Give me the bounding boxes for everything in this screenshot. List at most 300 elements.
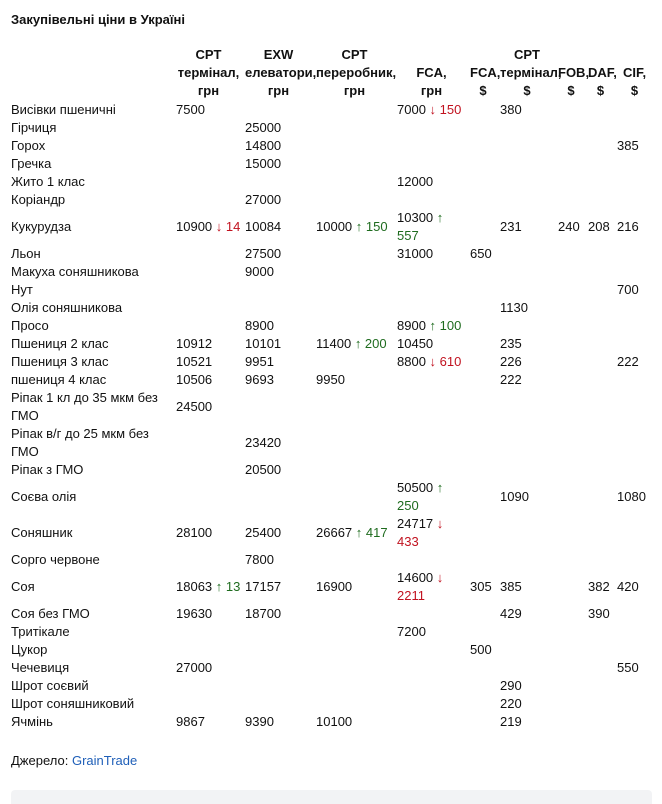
price-cell — [312, 101, 393, 119]
price-cell — [393, 101, 466, 119]
price-cell — [613, 317, 652, 335]
price-value: 10521 — [176, 354, 213, 369]
price-cell — [393, 173, 466, 191]
price-cell — [172, 623, 241, 641]
column-header — [393, 46, 466, 101]
price-value: 290 — [500, 678, 522, 693]
price-value: 16900 — [316, 579, 353, 594]
price-cell — [241, 623, 312, 641]
price-cell — [393, 623, 466, 641]
price-cell — [172, 137, 241, 155]
table-row — [7, 605, 652, 623]
price-value: 1090 — [500, 489, 529, 504]
price-cell — [172, 119, 241, 137]
price-cell — [312, 353, 393, 371]
price-cell — [393, 605, 466, 623]
price-cell — [172, 245, 241, 263]
table-row — [7, 641, 652, 659]
price-cell — [584, 425, 613, 461]
price-value: 26667 — [316, 525, 353, 540]
price-cell — [584, 209, 613, 245]
price-cell — [496, 335, 554, 353]
price-cell — [241, 263, 312, 281]
price-cell — [613, 137, 652, 155]
price-cell — [312, 335, 393, 353]
column-header — [241, 46, 317, 101]
price-cell — [466, 515, 496, 551]
price-value: 10101 — [245, 336, 282, 351]
price-cell — [584, 389, 613, 425]
price-cell — [172, 317, 241, 335]
price-cell — [241, 173, 312, 191]
table-row — [7, 137, 652, 155]
price-cell — [554, 173, 584, 191]
price-cell — [554, 245, 584, 263]
column-header-line: DAF, — [588, 65, 617, 80]
price-value: 12000 — [397, 174, 434, 189]
price-cell — [613, 713, 652, 731]
column-header-line: $ — [630, 83, 639, 98]
commodity-name: Пшениця 2 клас — [11, 336, 109, 351]
table-row — [7, 299, 652, 317]
commodity-name: Соєва олія — [11, 489, 77, 504]
price-cell — [241, 515, 312, 551]
commodity-name: Гречка — [11, 156, 52, 171]
price-cell — [393, 263, 466, 281]
price-cell — [241, 371, 312, 389]
price-value: 14600 — [397, 570, 434, 585]
price-cell — [584, 101, 613, 119]
price-cell — [172, 155, 241, 173]
price-cell — [584, 641, 613, 659]
price-value: 240 — [558, 219, 580, 234]
price-cell — [584, 515, 613, 551]
column-header-line: CIF, — [622, 65, 647, 80]
price-cell — [312, 677, 393, 695]
table-row — [7, 425, 652, 461]
price-value: 27000 — [176, 660, 213, 675]
price-value: 500 — [470, 642, 492, 657]
column-header — [172, 46, 241, 101]
price-value: 420 — [617, 579, 639, 594]
table-row — [7, 713, 652, 731]
price-cell — [466, 425, 496, 461]
column-header-line: FCA, — [470, 65, 501, 80]
column-header — [496, 46, 562, 101]
commodity-name: Пшениця 3 клас — [11, 354, 109, 369]
price-value: 550 — [617, 660, 639, 675]
price-value: 9950 — [316, 372, 345, 387]
table-row — [7, 551, 652, 569]
price-cell — [554, 695, 584, 713]
price-cell — [241, 155, 312, 173]
price-cell — [554, 299, 584, 317]
price-value: 15000 — [245, 156, 282, 171]
price-value: 9951 — [245, 354, 274, 369]
price-cell — [393, 119, 466, 137]
price-cell — [584, 695, 613, 713]
price-cell — [554, 569, 584, 605]
price-cell — [613, 281, 652, 299]
price-cell — [466, 155, 496, 173]
price-cell — [172, 551, 241, 569]
price-cell — [554, 371, 584, 389]
table-row — [7, 155, 652, 173]
price-value: 17157 — [245, 579, 282, 594]
commodity-name: Коріандр — [11, 192, 66, 207]
column-header-line: переробник, — [316, 65, 397, 80]
price-cell — [241, 461, 312, 479]
price-cell — [554, 191, 584, 209]
price-cell — [393, 569, 466, 605]
price-cell — [172, 461, 241, 479]
price-cell — [241, 695, 312, 713]
price-cell — [613, 425, 652, 461]
price-cell — [393, 209, 466, 245]
price-value: 50500 — [397, 480, 434, 495]
price-value: 10912 — [176, 336, 213, 351]
price-value: 7500 — [176, 102, 205, 117]
price-cell — [466, 641, 496, 659]
price-value: 20500 — [245, 462, 282, 477]
table-row — [7, 659, 652, 677]
price-cell — [554, 155, 584, 173]
price-cell — [172, 209, 241, 245]
price-cell — [466, 209, 496, 245]
commodity-name: Макуха соняшникова — [11, 264, 139, 279]
price-value: 10300 — [397, 210, 434, 225]
table-row — [7, 353, 652, 371]
price-cell — [393, 713, 466, 731]
table-row — [7, 623, 652, 641]
price-cell — [584, 317, 613, 335]
commodity-name: Цукор — [11, 642, 48, 657]
price-cell — [312, 479, 393, 515]
price-cell — [312, 191, 393, 209]
price-change-up: ↑ 250 — [397, 480, 444, 513]
price-cell — [241, 425, 312, 461]
price-cell — [496, 659, 554, 677]
source-label: Джерело: — [11, 753, 69, 768]
price-cell — [466, 173, 496, 191]
price-cell — [496, 551, 554, 569]
price-cell — [172, 605, 241, 623]
table-row — [7, 119, 652, 137]
price-cell — [613, 245, 652, 263]
price-cell — [393, 677, 466, 695]
price-cell — [584, 677, 613, 695]
column-header — [554, 46, 590, 101]
price-value: 1080 — [617, 489, 646, 504]
price-value: 19630 — [176, 606, 213, 621]
price-cell — [613, 641, 652, 659]
price-value: 10900 — [176, 219, 213, 234]
price-cell — [496, 137, 554, 155]
price-cell — [466, 371, 496, 389]
price-cell — [584, 155, 613, 173]
price-cell — [172, 299, 241, 317]
price-cell — [554, 515, 584, 551]
table-row — [7, 371, 652, 389]
price-cell — [496, 425, 554, 461]
column-header-line: CPT — [195, 47, 222, 62]
price-cell — [613, 659, 652, 677]
price-cell — [466, 569, 496, 605]
price-cell — [584, 191, 613, 209]
price-cell — [312, 317, 393, 335]
price-cell — [554, 335, 584, 353]
source-line — [11, 753, 137, 768]
commodity-name: Гірчиця — [11, 120, 57, 135]
price-cell — [496, 713, 554, 731]
price-cell — [584, 299, 613, 317]
price-cell — [466, 623, 496, 641]
price-cell — [613, 353, 652, 371]
price-cell — [613, 101, 652, 119]
price-cell — [172, 695, 241, 713]
price-cell — [466, 713, 496, 731]
price-cell — [613, 677, 652, 695]
price-cell — [584, 551, 613, 569]
price-change-up: ↑ 200 — [354, 336, 387, 351]
price-cell — [496, 695, 554, 713]
price-cell — [241, 119, 312, 137]
price-cell — [172, 677, 241, 695]
column-header — [613, 46, 652, 101]
column-header-line: EXW — [263, 47, 294, 62]
price-cell — [466, 695, 496, 713]
price-cell — [312, 695, 393, 713]
price-value: 24500 — [176, 399, 213, 414]
commodity-name: Шрот соєвий — [11, 678, 89, 693]
price-cell — [241, 641, 312, 659]
price-cell — [584, 461, 613, 479]
price-cell — [584, 569, 613, 605]
commodity-name: Ячмінь — [11, 714, 53, 729]
price-cell — [172, 101, 241, 119]
price-cell — [496, 191, 554, 209]
column-header — [312, 46, 397, 101]
column-header-line: CPT — [341, 47, 368, 62]
price-cell — [613, 191, 652, 209]
price-value: 380 — [500, 102, 522, 117]
price-cell — [393, 371, 466, 389]
table-row — [7, 389, 652, 425]
price-value: 27000 — [245, 192, 282, 207]
price-cell — [312, 137, 393, 155]
price-cell — [613, 119, 652, 137]
commodity-name: Чечевиця — [11, 660, 70, 675]
table-row — [7, 479, 652, 515]
price-value: 11400 — [316, 336, 352, 351]
price-value: 10450 — [397, 336, 434, 351]
price-cell — [393, 461, 466, 479]
price-cell — [584, 263, 613, 281]
price-cell — [466, 137, 496, 155]
price-cell — [496, 515, 554, 551]
price-value: 385 — [500, 579, 522, 594]
column-header — [584, 46, 617, 101]
commodity-name: Просо — [11, 318, 49, 333]
price-cell — [613, 335, 652, 353]
commodity-name: Шрот соняшниковий — [11, 696, 135, 711]
price-cell — [393, 155, 466, 173]
price-value: 222 — [617, 354, 639, 369]
column-header — [466, 46, 501, 101]
table-row — [7, 263, 652, 281]
commodity-name: Горох — [11, 138, 46, 153]
price-cell — [241, 677, 312, 695]
table-row — [7, 695, 652, 713]
price-cell — [554, 677, 584, 695]
price-cell — [312, 389, 393, 425]
price-cell — [554, 425, 584, 461]
price-cell — [584, 659, 613, 677]
price-cell — [466, 191, 496, 209]
price-cell — [393, 353, 466, 371]
commodity-name: Соя без ГМО — [11, 606, 90, 621]
price-value: 10100 — [316, 714, 353, 729]
price-cell — [554, 641, 584, 659]
price-cell — [172, 371, 241, 389]
price-cell — [584, 173, 613, 191]
price-cell — [496, 155, 554, 173]
price-cell — [241, 299, 312, 317]
table-row — [7, 317, 652, 335]
price-value: 31000 — [397, 246, 434, 261]
price-cell — [496, 101, 554, 119]
price-cell — [554, 713, 584, 731]
price-value: 390 — [588, 606, 610, 621]
price-cell — [554, 623, 584, 641]
price-cell — [312, 515, 393, 551]
price-value: 25000 — [245, 120, 282, 135]
price-cell — [393, 137, 466, 155]
price-cell — [584, 245, 613, 263]
price-cell — [466, 281, 496, 299]
price-cell — [312, 119, 393, 137]
price-value: 226 — [500, 354, 522, 369]
price-cell — [496, 389, 554, 425]
price-value: 7200 — [397, 624, 426, 639]
price-cell — [613, 155, 652, 173]
price-cell — [584, 623, 613, 641]
price-value: 208 — [588, 219, 610, 234]
price-value: 10506 — [176, 372, 213, 387]
price-cell — [613, 695, 652, 713]
price-cell — [172, 659, 241, 677]
table-row — [7, 677, 652, 695]
price-cell — [241, 281, 312, 299]
price-cell — [466, 677, 496, 695]
price-value: 23420 — [245, 435, 282, 450]
column-header-line: CPT — [514, 47, 540, 62]
price-cell — [554, 605, 584, 623]
source-link[interactable]: GrainTrade — [71, 753, 138, 768]
price-value: 382 — [588, 579, 610, 594]
price-cell — [312, 551, 393, 569]
price-cell — [312, 461, 393, 479]
price-cell — [172, 713, 241, 731]
price-cell — [584, 605, 613, 623]
price-value: 14800 — [245, 138, 282, 153]
table-row — [7, 245, 652, 263]
price-value: 235 — [500, 336, 522, 351]
column-header-line: грн — [343, 83, 366, 98]
price-change-down: ↓ 150 — [429, 102, 462, 117]
price-cell — [496, 209, 554, 245]
price-cell — [393, 551, 466, 569]
price-cell — [393, 515, 466, 551]
price-cell — [496, 605, 554, 623]
column-header-line: $ — [523, 83, 531, 98]
price-change-down: ↓ 610 — [429, 354, 462, 369]
price-cell — [613, 389, 652, 425]
price-cell — [241, 551, 312, 569]
price-cell — [241, 713, 312, 731]
price-cell — [312, 281, 393, 299]
price-cell — [613, 371, 652, 389]
price-value: 700 — [617, 282, 639, 297]
price-cell — [496, 677, 554, 695]
footer-bar — [11, 790, 652, 804]
price-cell — [613, 479, 652, 515]
commodity-name: Соняшник — [11, 525, 73, 540]
price-cell — [172, 569, 241, 605]
price-cell — [172, 425, 241, 461]
price-cell — [241, 659, 312, 677]
table-row — [7, 173, 652, 191]
commodity-name: Ріпак з ГМО — [11, 462, 84, 477]
commodity-name: Льон — [11, 246, 41, 261]
price-cell — [496, 299, 554, 317]
price-cell — [312, 173, 393, 191]
price-cell — [466, 551, 496, 569]
price-value: 18063 — [176, 579, 213, 594]
price-cell — [172, 281, 241, 299]
price-cell — [241, 479, 312, 515]
price-cell — [172, 641, 241, 659]
price-cell — [393, 425, 466, 461]
price-cell — [496, 479, 554, 515]
price-cell — [312, 371, 393, 389]
table-row — [7, 461, 652, 479]
price-cell — [312, 569, 393, 605]
price-value: 305 — [470, 579, 492, 594]
price-value: 650 — [470, 246, 492, 261]
price-cell — [466, 299, 496, 317]
price-cell — [172, 353, 241, 371]
column-header-line: термінал, — [177, 65, 240, 80]
price-cell — [554, 353, 584, 371]
column-header-line: FOB, — [558, 65, 590, 80]
price-cell — [466, 605, 496, 623]
price-cell — [466, 659, 496, 677]
price-cell — [393, 389, 466, 425]
price-value: 231 — [500, 219, 522, 234]
price-cell — [584, 353, 613, 371]
price-value: 8900 — [245, 318, 274, 333]
price-cell — [312, 713, 393, 731]
column-header-line: грн — [420, 83, 443, 98]
price-cell — [584, 479, 613, 515]
price-cell — [466, 335, 496, 353]
price-cell — [241, 101, 312, 119]
price-value: 9390 — [245, 714, 274, 729]
price-cell — [496, 371, 554, 389]
price-cell — [496, 173, 554, 191]
price-cell — [584, 713, 613, 731]
